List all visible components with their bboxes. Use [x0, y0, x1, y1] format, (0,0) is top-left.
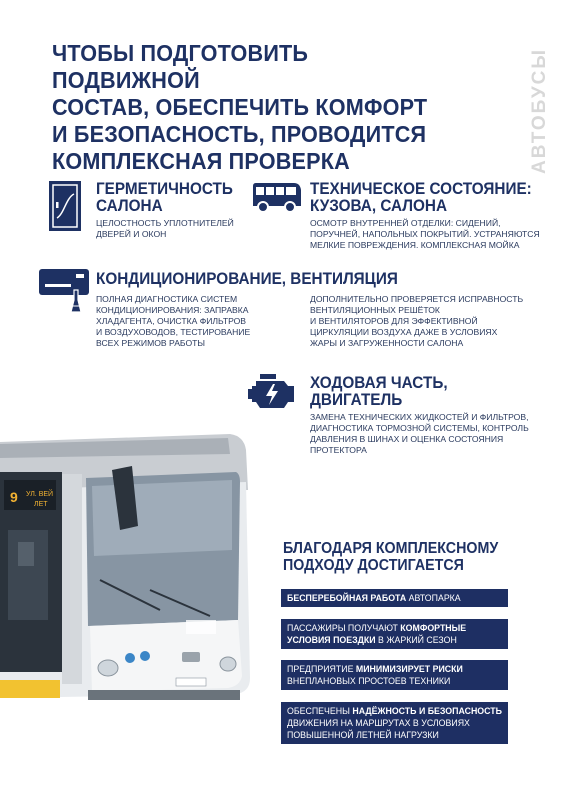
- section-desc-sealing: ЦЕЛОСТНОСТЬ УПЛОТНИТЕЛЕЙ ДВЕРЕЙ И ОКОН: [96, 218, 234, 239]
- route-number: 9: [10, 489, 18, 505]
- benefit-item-1: БЕСПЕРЕБОЙНАЯ РАБОТА АВТОПАРКА: [281, 589, 508, 607]
- bus-icon: [250, 182, 302, 214]
- section-title-climate: КОНДИЦИОНИРОВАНИЕ, ВЕНТИЛЯЦИЯ: [96, 269, 398, 288]
- headline-line-1: ЧТОБЫ ПОДГОТОВИТЬ ПОДВИЖНОЙ: [52, 40, 309, 93]
- section-title-sealing: ГЕРМЕТИЧНОСТЬ САЛОНА: [96, 179, 233, 215]
- section-title-body: ТЕХНИЧЕСКОЕ СОСТОЯНИЕ: КУЗОВА, САЛОНА: [310, 179, 532, 215]
- headline-line-3: И БЕЗОПАСНОСТЬ, ПРОВОДИТСЯ: [52, 121, 427, 147]
- benefit-item-2: ПАССАЖИРЫ ПОЛУЧАЮТ КОМФОРТНЫЕ УСЛОВИЯ ПОЕЗДКИ В ЖАРКИЙ СЕЗОН: [281, 619, 508, 649]
- door-seal-icon: [48, 180, 82, 232]
- benefit-item-3: ПРЕДПРИЯТИЕ МИНИМИЗИРУЕТ РИСКИ ВНЕПЛАНОВЫХ ПРОСТОЕВ ТЕХНИКИ: [281, 660, 508, 690]
- engine-icon: [248, 372, 298, 412]
- page-headline: [52, 40, 438, 175]
- section-desc-climate-right: ДОПОЛНИТЕЛЬНО ПРОВЕРЯЕТСЯ ИСПРАВНОСТЬ ВЕНТИЛЯЦИОННЫХ РЕШЁТОК И ВЕНТИЛЯТОРОВ ДЛЯ ЭФФЕКТИВНОЙ ЦИРКУЛЯЦИИ ВОЗДУХА ДАЖЕ В УСЛОВИЯХ ЖАРЫ И ЗАГРУЖЕННОСТИ САЛОНА: [310, 294, 524, 348]
- headline-line-4: КОМПЛЕКСНАЯ ПРОВЕРКА: [52, 148, 350, 174]
- section-desc-climate-left: ПОЛНАЯ ДИАГНОСТИКА СИСТЕМ КОНДИЦИОНИРОВАНИЯ: ЗАПРАВКА ХЛАДАГЕНТА, ОЧИСТКА ФИЛЬТРОВ И ВОЗДУХОВОДОВ, ТЕСТИРОВАНИЕ ВСЕХ РЕЖИМОВ РАБОТЫ: [96, 294, 251, 348]
- route-destination-top: УЛ. ВЕЙ: [26, 491, 54, 498]
- section-title-engine: ХОДОВАЯ ЧАСТЬ, ДВИГАТЕЛЬ: [310, 373, 448, 409]
- section-desc-engine: ЗАМЕНА ТЕХНИЧЕСКИХ ЖИДКОСТЕЙ И ФИЛЬТРОВ, ДИАГНОСТИКА ТОРМОЗНОЙ СИСТЕМЫ, КОНТРОЛЬ ДАВЛЕНИЯ В ШИНАХ И ОЦЕНКА СОСТОЯНИЯ ПРОТЕКТОРА: [310, 412, 529, 455]
- air-conditioner-icon: [38, 268, 90, 314]
- bus-illustration: [0, 430, 255, 720]
- route-destination-bottom: ЛЕТ: [34, 501, 48, 508]
- headline-line-2: СОСТАВ, ОБЕСПЕЧИТЬ КОМФОРТ: [52, 94, 428, 120]
- side-category-label: АВТОБУСЫ: [529, 48, 550, 174]
- benefit-item-4: ОБЕСПЕЧЕНЫ НАДЁЖНОСТЬ И БЕЗОПАСНОСТЬ ДВИЖЕНИЯ НА МАРШРУТАХ В УСЛОВИЯХ ПОВЫШЕННОЙ ЛЕТНЕЙ НАГРУЗКИ: [281, 702, 508, 744]
- benefits-title: БЛАГОДАРЯ КОМПЛЕКСНОМУ ПОДХОДУ ДОСТИГАЕТСЯ: [283, 540, 499, 574]
- section-desc-body: ОСМОТР ВНУТРЕННЕЙ ОТДЕЛКИ: СИДЕНИЙ, ПОРУЧНЕЙ, НАПОЛЬНЫХ ПОКРЫТИЙ. УСТРАНЯЮТСЯ МЕЛКИЕ ПОВРЕЖДЕНИЯ. КОМПЛЕКСНАЯ МОЙКА: [310, 218, 540, 250]
